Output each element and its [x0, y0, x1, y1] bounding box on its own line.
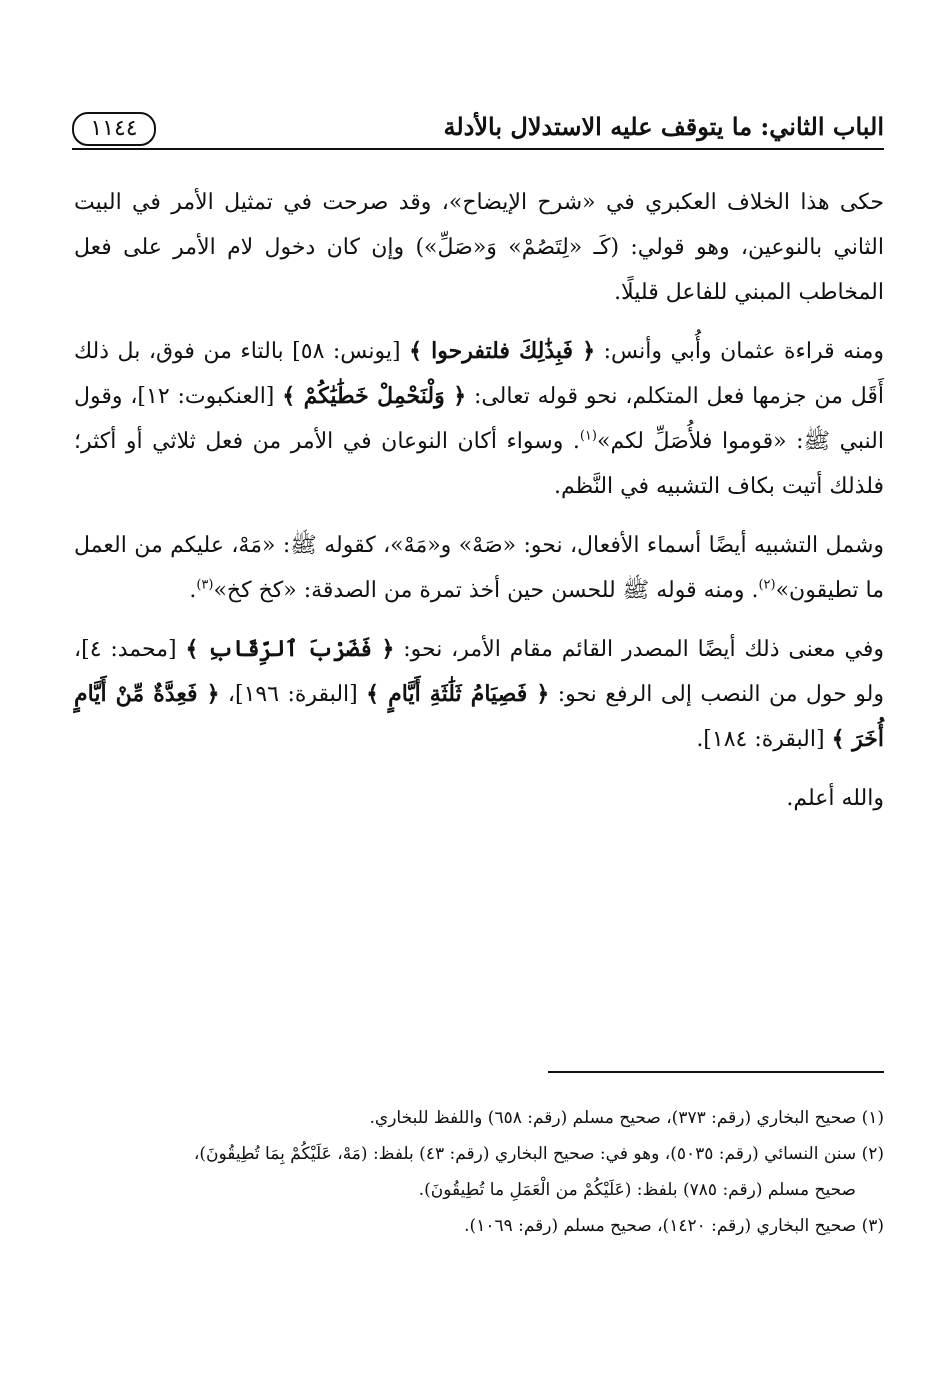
quran-verse-baqara-196: ﴿ فَصِيَامُ ثَلَٰثَةِ أَيَّامٍ ﴾: [366, 681, 550, 707]
paragraph-4-text-c: [البقرة: ١٩٦]،: [227, 682, 358, 707]
footnotes: [74, 1100, 884, 1244]
paragraph-3: [74, 523, 884, 613]
paragraph-4: [74, 627, 884, 762]
header-divider: [72, 148, 884, 150]
paragraph-2-text-b: [يونس: ٥٨] بالتاء من فوق، بل ذلك أَقَل من جزمها فعل المتكلم، نحو قوله تعالى:: [74, 339, 884, 409]
paragraph-2-text-c: [العنكبوت: ١٢]، وقول النبي ﷺ: «قوموا فلأُصَلِّ لكم»: [74, 384, 885, 454]
quran-verse-ankabut: ﴿ وَلْنَحْمِلْ خَطَٰيَٰكُمْ ﴾: [282, 383, 467, 409]
paragraph-3-text-a: وشمل التشبيه أيضًا أسماء الأفعال، نحو: «صَهْ» و«مَهْ»، كقوله ﷺ: «مَهْ، عليكم من العمل ما تطيقون»: [74, 533, 884, 603]
footnote-ref-1[interactable]: (١): [579, 428, 597, 444]
footnote-separator: [548, 1071, 884, 1073]
paragraph-3-text-c: .: [189, 578, 197, 603]
footnote-ref-2[interactable]: (٢): [758, 577, 776, 593]
page-number: ١١٤٤: [72, 112, 156, 146]
main-text: [74, 180, 884, 835]
paragraph-1: حكى هذا الخلاف العكبري في «شرح الإيضاح»، وقد صرحت في تمثيل الأمر في البيت الثاني بالنوعين، وهو قولي: (كَـ «لِتَصُمْ» وَ«صَلِّ») وإن كان دخول لام الأمر على فعل المخاطب المبني للفاعل قليلًا.: [74, 190, 884, 305]
paragraph-4-text-b: [محمد: ٤]، ولو حول من النصب إلى الرفع نحو:: [74, 637, 885, 707]
chapter-title: الباب الثاني: ما يتوقف عليه الاستدلال بالأدلة: [443, 112, 884, 141]
paragraph-4-text-d: [البقرة: ١٨٤].: [696, 727, 825, 752]
paragraph-4-text-a: وفي معنى ذلك أيضًا المصدر القائم مقام الأمر، نحو:: [403, 637, 885, 662]
quran-verse-baqara-184: ﴿ فَعِدَّةٌ مِّنْ أَيَّامٍ أُخَرَ ﴾: [74, 681, 884, 752]
page-header: [72, 108, 884, 152]
paragraph-2-text-d: . وسواء أكان النوعان في الأمر من فعل ثلاثي أو أكثر؛ فلذلك أتيت بكاف التشبيه في النَّظم.: [74, 429, 884, 499]
closing-phrase: والله أعلم.: [786, 786, 884, 811]
paragraph-3-text-b: . ومنه قوله ﷺ للحسن حين أخذ تمرة من الصدقة: «كخ كخ»: [213, 578, 759, 603]
footnote-2-continued: صحيح مسلم (رقم: ٧٨٥) بلفظ: (عَلَيْكُمْ من الْعَمَلِ ما تُطِيقُونَ).: [418, 1180, 856, 1200]
footnote-ref-3[interactable]: (٣): [196, 577, 214, 593]
footnote-2: (٢) سنن النسائي (رقم: ٥٠٣٥)، وهو في: صحيح البخاري (رقم: ٤٣) بلفظ: (مَهْ، عَلَيْكُمْ بِمَا تُطِيقُونَ)،: [193, 1144, 884, 1164]
footnote-3: (٣) صحيح البخاري (رقم: ١٤٢٠)، صحيح مسلم (رقم: ١٠٦٩).: [464, 1216, 884, 1236]
quran-verse-yunus: ﴿ فَبِذَٰلِكَ فلتفرحوا ﴾: [409, 338, 596, 364]
footnote-1: (١) صحيح البخاري (رقم: ٣٧٣)، صحيح مسلم (رقم: ٦٥٨) واللفظ للبخاري.: [369, 1108, 884, 1128]
paragraph-2-text-a: ومنه قراءة عثمان وأُبي وأنس:: [603, 339, 884, 364]
paragraph-2: [74, 329, 884, 509]
quran-verse-muhammad: ﴿ فَضَرْبَ ٱلرِّقَابِ ﴾: [185, 636, 395, 662]
